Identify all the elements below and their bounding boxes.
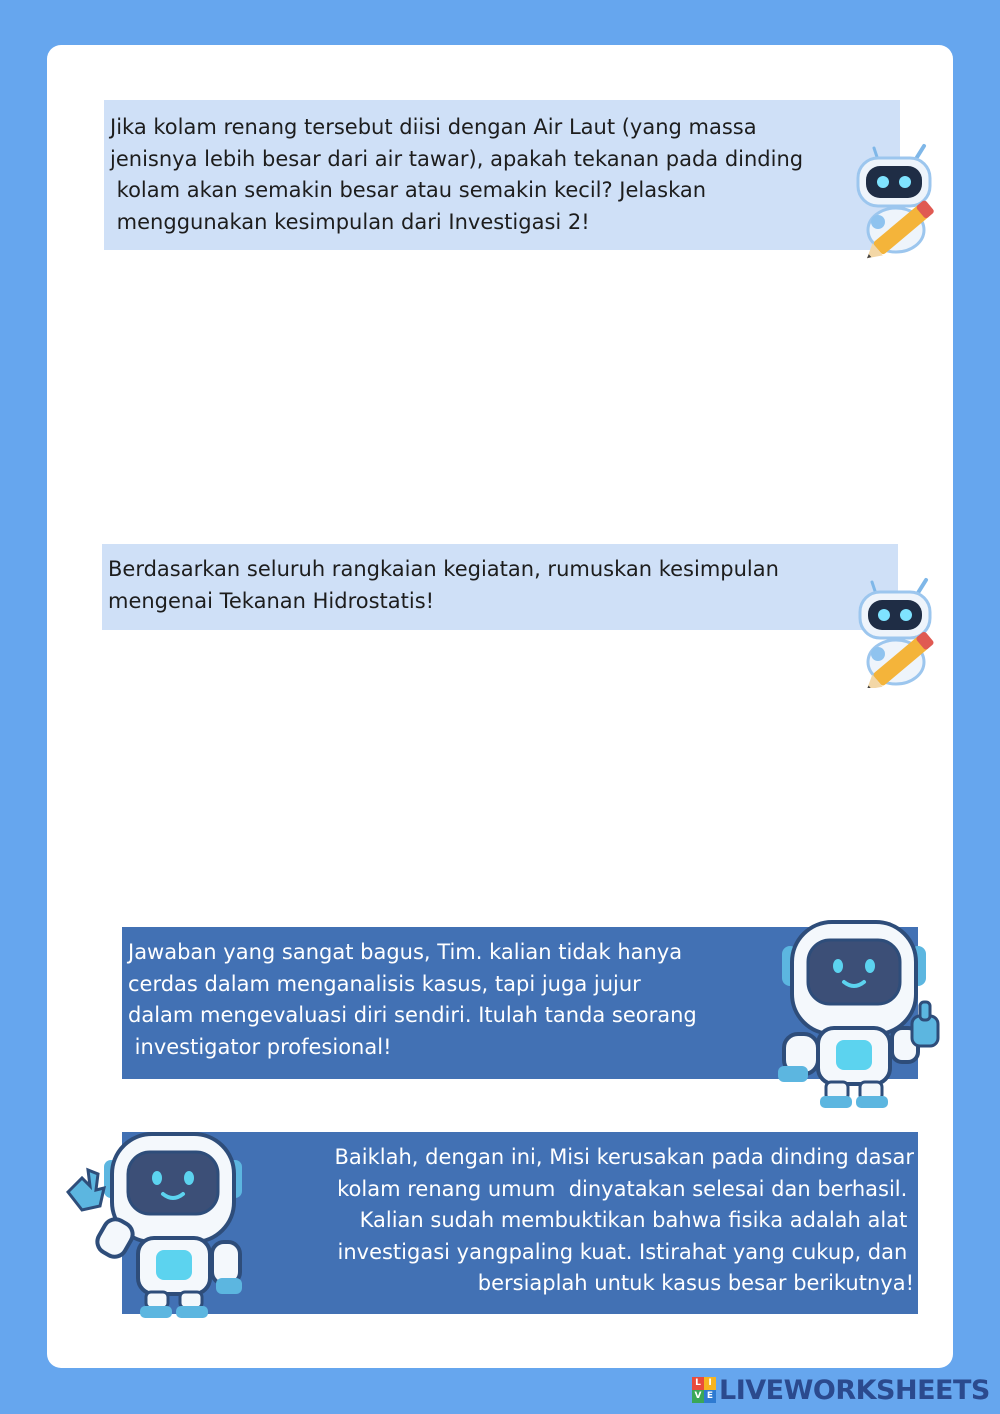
- liveworksheets-logo-icon: L I V E: [692, 1377, 716, 1403]
- feedback-line: dalam mengevaluasi diri sendiri. Itulah tanda seorang: [128, 1003, 697, 1027]
- closing-line: kolam renang umum dinyatakan selesai dan berhasil.: [337, 1176, 914, 1201]
- answer-area-1[interactable]: [104, 262, 900, 532]
- robot-pencil-icon: [846, 574, 946, 688]
- question-2-box: [102, 544, 898, 630]
- closing-line: bersiaplah untuk kasus besar berikutnya!: [477, 1271, 914, 1295]
- robot-waving-icon: [60, 1130, 246, 1320]
- question-1-line: Jika kolam renang tersebut diisi dengan Air Laut (yang massa: [110, 115, 757, 139]
- feedback-line: Jawaban yang sangat bagus, Tim. kalian tidak hanya: [128, 940, 683, 964]
- robot-thumbs-up-icon: [774, 916, 944, 1112]
- feedback-line: investigator profesional!: [128, 1034, 392, 1059]
- question-1-line: kolam akan semakin besar atau semakin kecil? Jelaskan: [110, 178, 707, 202]
- closing-line: investigasi yangpaling kuat. Istirahat yang cukup, dan: [337, 1239, 914, 1264]
- liveworksheets-branding[interactable]: [692, 1372, 990, 1408]
- feedback-line: cerdas dalam menganalisis kasus, tapi juga jujur: [128, 971, 641, 996]
- question-1-box: [104, 100, 900, 250]
- liveworksheets-wordmark: LIVEWORKSHEETS: [719, 1374, 990, 1406]
- question-2-line: mengenai Tekanan Hidrostatis!: [108, 588, 435, 613]
- closing-line: Kalian sudah membuktikan bahwa fisika adalah alat: [359, 1208, 914, 1232]
- question-1-line: menggunakan kesimpulan dari Investigasi 2!: [110, 209, 590, 234]
- question-2-line: Berdasarkan seluruh rangkaian kegiatan, rumuskan kesimpulan: [108, 557, 779, 581]
- robot-pencil-icon: [848, 140, 948, 260]
- closing-line: Baiklah, dengan ini, Misi kerusakan pada dinding dasar: [334, 1145, 914, 1169]
- answer-area-2[interactable]: [104, 642, 900, 912]
- question-1-line: jenisnya lebih besar dari air tawar), apakah tekanan pada dinding: [110, 146, 804, 171]
